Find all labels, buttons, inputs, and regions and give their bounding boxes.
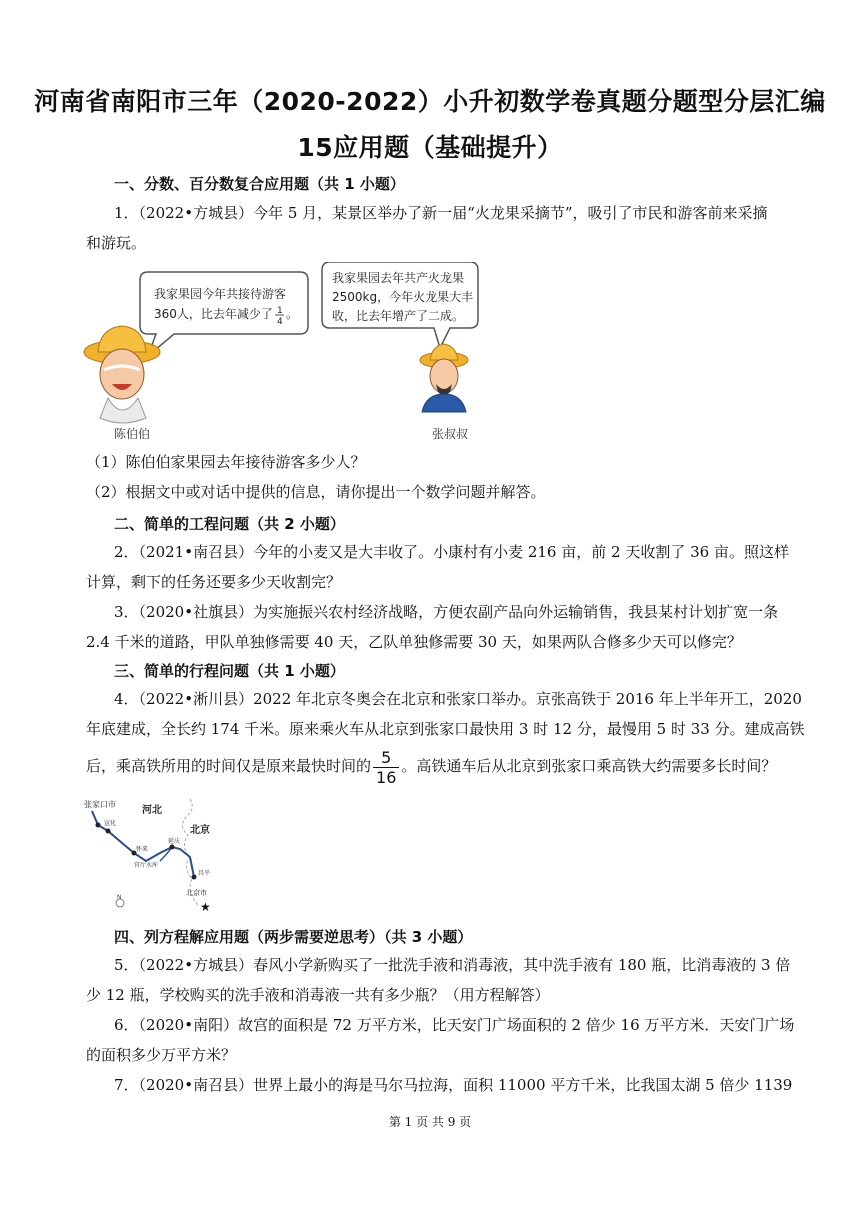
map-label-guanting: 官厅水库 — [134, 862, 159, 869]
fraction-5-16 — [373, 748, 399, 787]
question-5 — [86, 950, 791, 1010]
map-label-xuanhua: 宣化 — [104, 820, 117, 827]
map-label-beijing: 北京 — [190, 825, 210, 836]
page-title: 河南省南阳市三年（2020-2022）小升初数学卷真题分题型分层汇编 — [34, 87, 826, 116]
question-1-line1: 1．（2022•方城县）今年 5 月，某景区举办了新一届“火龙果采摘节”，吸引了市民和游客前来采摘 — [114, 204, 768, 222]
compass-north-label: N — [117, 894, 122, 901]
bubble-right-line1: 我家果园去年共产火龙果 — [332, 271, 465, 285]
question-1-sub1: （1）陈伯伯家果园去年接待游客多少人？ — [86, 453, 366, 471]
question-2-line1: 2．（2021•南召县）今年的小麦又是大丰收了。小康村有小麦 216 亩，前 2 天收割了 36 亩。照这样 — [114, 543, 789, 561]
question-2-line2: 计算，剩下的任务还要多少天收割完？ — [86, 573, 342, 591]
fraction-numerator: 5 — [373, 748, 399, 768]
map-label-zhangjiakou: 张家口市 — [84, 800, 116, 809]
map-label-changping: 昌平 — [198, 870, 211, 877]
question-4-line3 — [86, 744, 780, 788]
question-3-line2: 2.4 千米的道路，甲队单独修需要 40 天，乙队单独修需要 30 天，如果两队合修多少天可以修完？ — [86, 633, 742, 651]
fraction-denominator: 16 — [376, 767, 397, 787]
map-label-huailai: 怀来 — [136, 846, 149, 853]
zhang-shushu-figure — [420, 344, 468, 412]
question-6 — [86, 1010, 795, 1070]
bubble-right-line3: 收，比去年增产了二成。 — [332, 309, 465, 323]
name-label-left: 陈伯伯 — [114, 427, 151, 441]
name-label-right: 张叔叔 — [432, 427, 469, 441]
question-4-line2: 年底建成，全长约 174 千米。原来乘火车从北京到张家口最快用 3 时 12 分，最慢用 5 时 33 分。建成高铁 — [86, 720, 805, 738]
beijing-zhangjiakou-map — [82, 795, 218, 915]
section-heading-1: 一、分数、百分数复合应用题（共 1 小题） — [114, 175, 405, 193]
question-7-line1: 7．（2020•南召县）世界上最小的海是马尔马拉海，面积 11000 平方千米，比我国太湖 5 倍少 1139 — [114, 1076, 793, 1094]
question-3 — [86, 597, 780, 657]
map-label-hebei: 河北 — [142, 805, 162, 816]
chen-bobo-figure — [84, 326, 160, 423]
section-heading-4: 四、列方程解应用题（两步需要逆思考）（共 3 小题） — [114, 928, 473, 946]
question-4-line1: 4．（2022•淅川县）2022 年北京冬奥会在北京和张家口举办。京张高铁于 2016 年上半年开工，2020 — [114, 690, 802, 708]
map-label-yanqing: 延庆 — [168, 838, 181, 845]
bubble-left-line2: 360人，比去年减少了 — [154, 307, 273, 321]
question-5-line1: 5．（2022•方城县）春风小学新购买了一批洗手液和消毒液，其中洗手液有 180 瓶，比消毒液的 3 倍 — [114, 956, 791, 974]
bubble-left-line1: 我家果园今年共接待游客 — [154, 287, 287, 301]
question-1-subquestions — [86, 447, 780, 507]
question-7 — [86, 1070, 793, 1100]
question-3-line1: 3．（2020•社旗县）为实施振兴农村经济战略，方便农副产品向外运输销售，我县某村计划扩宽一条 — [114, 603, 779, 621]
question-4-line3-post: 。高铁通车后从北京到张家口乘高铁大约需要多长时间？ — [401, 757, 777, 775]
speech-bubble-right — [322, 262, 478, 348]
bubble-right-line2: 2500kg，今年火龙果大丰 — [332, 290, 474, 304]
q1-illustration — [82, 262, 482, 444]
question-1-line2: 和游玩。 — [86, 234, 147, 252]
capital-star-icon: ★ — [200, 900, 211, 914]
question-6-line2: 的面积多少万平方米？ — [86, 1046, 237, 1064]
map-label-beijingshi: 北京市 — [186, 889, 207, 897]
station-changping — [192, 875, 197, 880]
station-xuanhua — [106, 829, 111, 834]
bubble-left-frac-num: 1 — [277, 306, 283, 316]
question-1-sub2: （2）根据文中或对话中提供的信息，请你提出一个数学问题并解答。 — [86, 483, 546, 501]
speech-bubble-left — [140, 272, 308, 356]
station-zhangjiakou — [96, 823, 101, 828]
question-5-line2: 少 12 瓶，学校购买的洗手液和消毒液一共有多少瓶？（用方程解答） — [86, 986, 550, 1004]
page-footer: 第 1 页 共 9 页 — [388, 1115, 472, 1129]
bubble-left-end: 。 — [286, 307, 299, 321]
question-6-line1: 6．（2020•南阳）故宫的面积是 72 万平方米，比天安门广场面积的 2 倍少 16 万平方米．天安门广场 — [114, 1016, 795, 1034]
question-1 — [86, 198, 780, 258]
question-2 — [86, 537, 789, 597]
question-4 — [86, 684, 805, 788]
section-heading-3: 三、简单的行程问题（共 1 小题） — [114, 662, 345, 680]
section-heading-2: 二、简单的工程问题（共 2 小题） — [114, 515, 345, 533]
page-subtitle: 15应用题（基础提升） — [297, 133, 563, 162]
bubble-left-frac-den: 4 — [277, 317, 283, 327]
station-yanqing — [170, 845, 175, 850]
question-4-line3-pre: 后，乘高铁所用的时间仅是原来最快时间的 — [86, 757, 372, 775]
